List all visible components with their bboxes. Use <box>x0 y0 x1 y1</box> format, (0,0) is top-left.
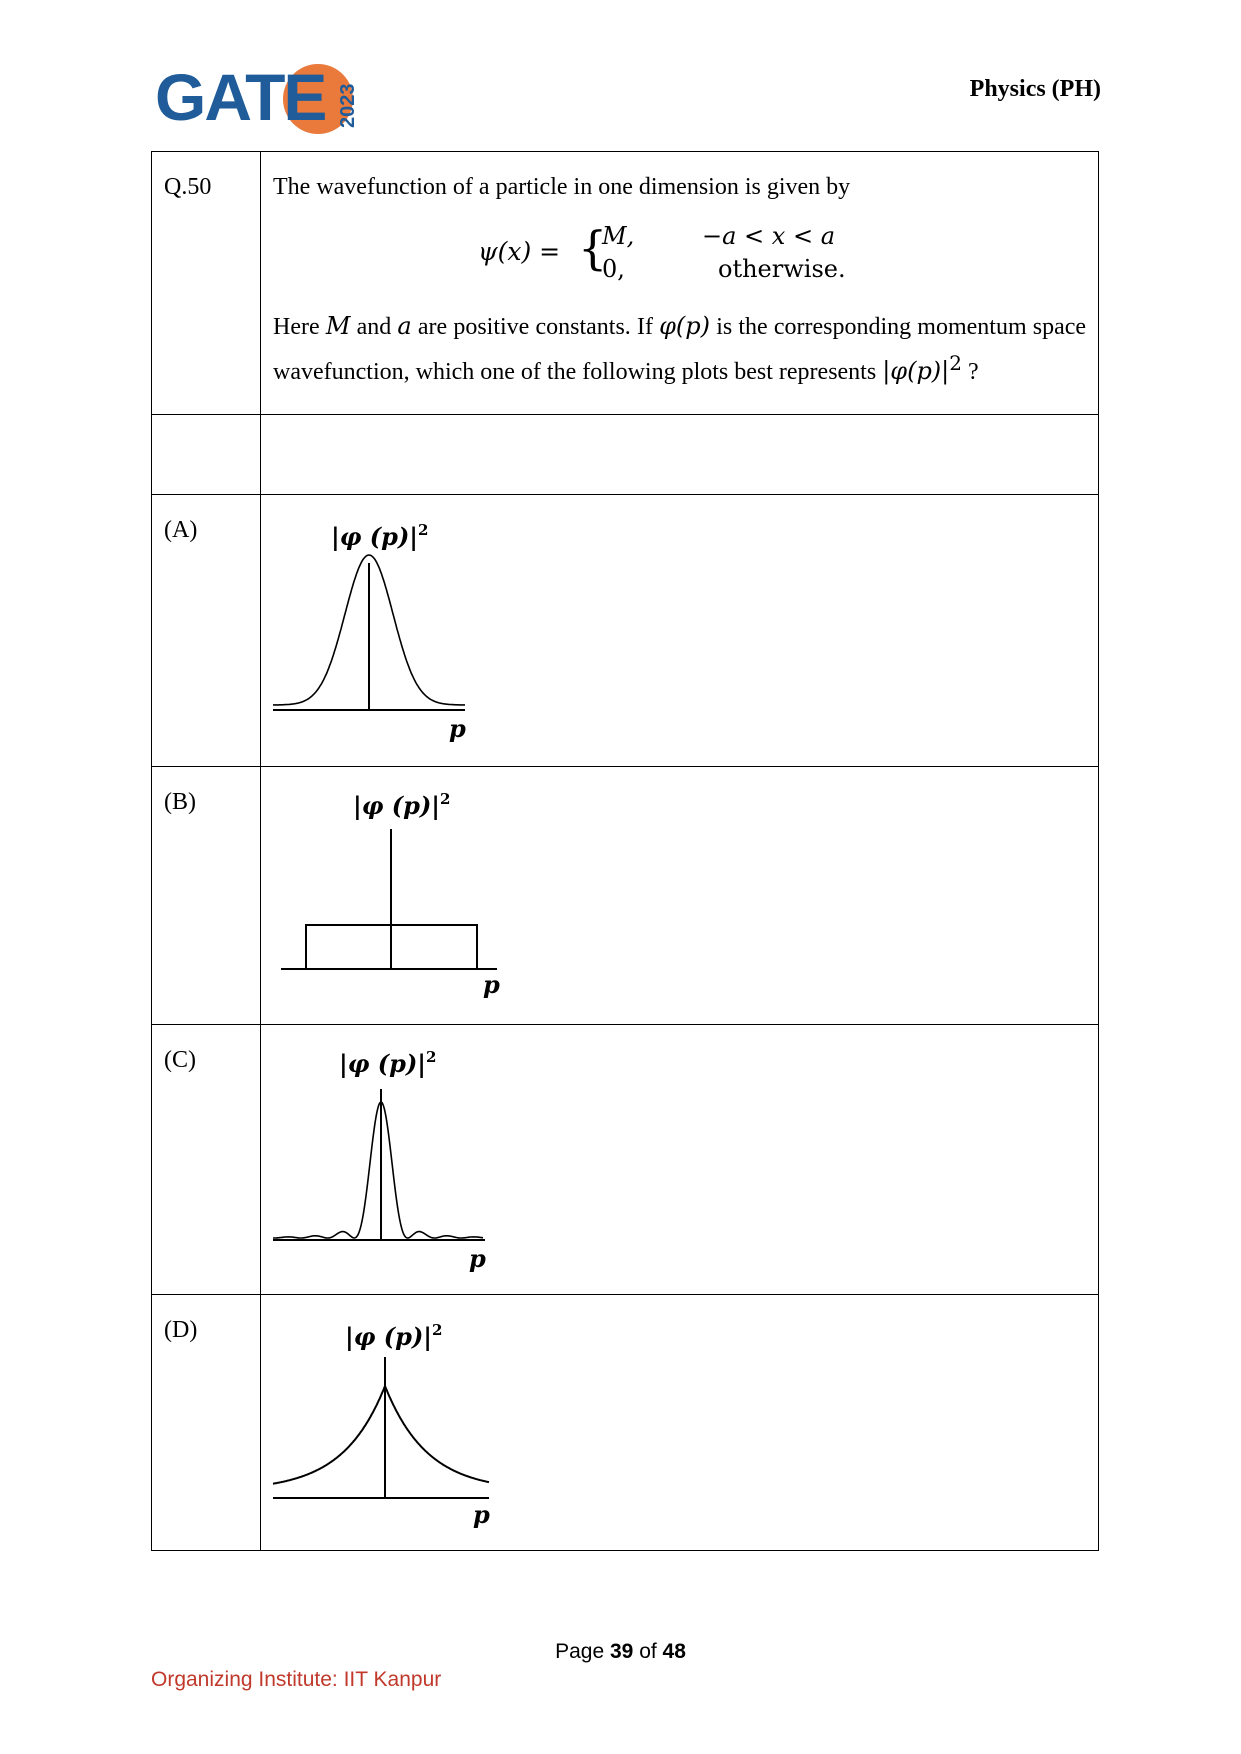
plot-a <box>261 495 521 765</box>
plot-a-xlabel: p <box>449 714 466 743</box>
plot-a-ylabel: |φ $(p)|^2$ <box>331 521 429 551</box>
logo-year: 2023 <box>337 83 359 128</box>
page-word: Page <box>555 1640 605 1663</box>
symbol-square: 2 <box>949 351 962 375</box>
plot-c-curve <box>273 1102 483 1238</box>
option-row-d <box>152 1295 1099 1551</box>
plot-d-curve <box>273 1387 489 1484</box>
symbol-M: M <box>325 312 351 340</box>
plot-b-ylabel: |φ $(p)|^2$ <box>353 790 451 820</box>
plot-d-xlabel: p <box>473 1500 490 1529</box>
equation-brace: { <box>577 221 607 275</box>
text-part2: are positive constants. If <box>417 314 653 340</box>
symbol-phi: φ(p) <box>659 312 711 340</box>
text-part3: is the corresponding momentum space wavefunction, which one of the following plots best represents <box>273 314 1087 385</box>
symbol-phi-squared: |φ(p)| <box>882 357 950 385</box>
option-plot-a <box>261 495 1099 767</box>
organizer-text: Organizing Institute: IIT Kanpur <box>151 1668 442 1691</box>
text-end: ? <box>968 359 979 385</box>
text-and: and <box>356 314 392 340</box>
option-row-a <box>152 495 1099 767</box>
page-current: 39 <box>609 1640 634 1663</box>
option-plot-b <box>261 767 1099 1025</box>
blank-cell <box>152 415 261 495</box>
gate-logo <box>155 60 365 142</box>
blank-cell <box>261 415 1099 495</box>
question-number: Q.50 <box>152 152 261 415</box>
question-stem <box>261 152 1099 415</box>
option-label-d: (D) <box>152 1295 261 1551</box>
blank-row <box>152 415 1099 495</box>
page-total: 48 <box>662 1640 686 1663</box>
equation-lhs: ψ(x) = <box>477 237 560 266</box>
option-plot-d <box>261 1295 1099 1551</box>
option-label-b: (B) <box>152 767 261 1025</box>
question-intro: The wavefunction of a particle in one dimension is given by <box>273 174 851 200</box>
plot-b <box>261 767 521 1023</box>
equation-case1-condition: −a < x < a <box>701 222 835 250</box>
page-number <box>0 1640 1241 1664</box>
page-of: of <box>639 1640 657 1663</box>
question-table <box>151 151 1099 1551</box>
option-row-c <box>152 1025 1099 1295</box>
wavefunction-equation <box>470 214 890 286</box>
equation-case2-condition: otherwise. <box>717 255 846 283</box>
text-part1: Here <box>273 314 320 340</box>
option-label-c: (C) <box>152 1025 261 1295</box>
plot-d <box>261 1295 521 1549</box>
plot-d-ylabel: |φ $(p)|^2$ <box>345 1321 443 1351</box>
equation-case1-value: M, <box>601 222 634 250</box>
subject-title: Physics (PH) <box>969 76 1101 102</box>
question-text <box>273 308 1086 390</box>
logo-text: GATE <box>155 60 326 134</box>
option-plot-c <box>261 1025 1099 1295</box>
symbol-a: a <box>397 312 412 340</box>
option-label-a: (A) <box>152 495 261 767</box>
plot-c <box>261 1025 521 1293</box>
equation-case2-value: 0, <box>601 255 625 283</box>
option-row-b <box>152 767 1099 1025</box>
question-row <box>152 152 1099 415</box>
plot-b-xlabel: p <box>483 970 500 999</box>
plot-c-ylabel: |φ $(p)|^2$ <box>339 1048 437 1078</box>
plot-c-xlabel: p <box>469 1244 486 1273</box>
